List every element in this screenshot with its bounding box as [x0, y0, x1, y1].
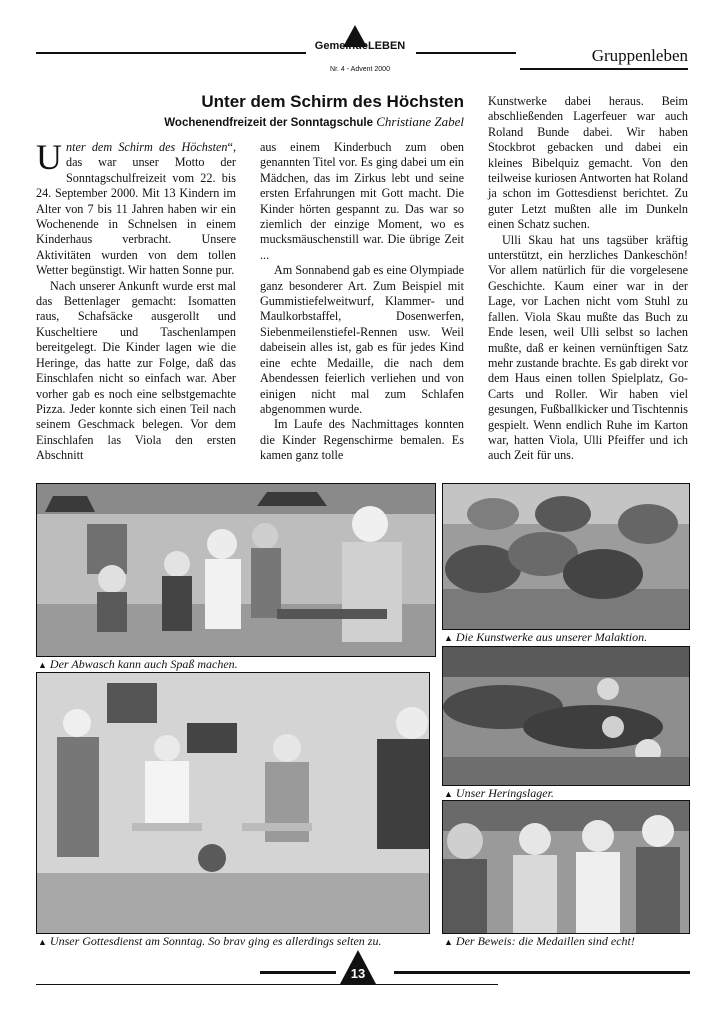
- caption-service: [38, 934, 381, 949]
- footer-rule-right: [394, 971, 690, 974]
- caption-text: Unser Heringslager.: [455, 786, 554, 800]
- caption-text: Unser Gottesdienst am Sonntag. So brav ging es allerdings selten zu.: [49, 934, 382, 948]
- caption-marker-icon: ▲: [444, 633, 453, 643]
- subtitle-text: Wochenendfreizeit der Sonntagschule: [164, 117, 374, 129]
- author: Christiane Zabel: [376, 114, 464, 129]
- section-title: Gruppenleben: [591, 46, 688, 65]
- article-column-3: [488, 94, 688, 464]
- section-underline: [520, 68, 688, 70]
- caption-marker-icon: ▲: [444, 789, 453, 799]
- article-title: Unter dem Schirm des Höchsten: [201, 92, 464, 111]
- page-number: 13: [350, 966, 366, 981]
- motto: nter dem Schirm des Höchsten: [66, 140, 228, 154]
- photo-kitchen: [36, 483, 436, 657]
- paragraph: Kunstwerke dabei heraus. Beim abschließenden Lagerfeuer war auch Roland Bunde dabei. Wir haben Stockbrot gebacken und dabei ein kleines Bibelquiz gemacht. Von den teilweise kuriosen Antworten hat Roland ja schon im Gottesdienst berichtet. Zu guter Letzt mußten alle im Dunkeln einen Schatz suchen.: [488, 94, 688, 232]
- paragraph: Im Laufe des Nachmittages konnten die Kinder Regenschirme bemalen. Es kamen ganz tolle: [260, 417, 464, 463]
- caption-text: Der Abwasch kann auch Spaß machen.: [49, 657, 238, 671]
- caption-marker-icon: ▲: [444, 937, 453, 947]
- paragraph-text: “, das war unser Motto der Sonntagschulfreizeit vom 22. bis 24. September 2000. Mit 13 Kindern im Alter von 7 bis 11 Jahren haben wir ein Wochenende in Schnelsen in einem Kinderhaus verbracht. Unsere Aktivitäten wurden von dem tollen Wetter begünstigt. Wir hatten Sonne pur.: [36, 140, 236, 278]
- paragraph: [36, 137, 236, 279]
- caption-marker-icon: ▲: [38, 937, 47, 947]
- article-column-1: [36, 137, 236, 464]
- header-rule-left: [36, 52, 306, 54]
- footer-rule-left: [260, 971, 336, 974]
- caption-medals: [444, 934, 635, 949]
- caption-umbrellas: [444, 630, 647, 645]
- caption-kitchen: [38, 657, 238, 672]
- photo-service: [36, 672, 430, 934]
- masthead: GemeindeLEBEN: [314, 40, 406, 52]
- article-subtitle: [100, 114, 464, 130]
- header-rule-right: [416, 52, 516, 54]
- issue-line: Nr. 4 - Advent 2000: [330, 66, 390, 73]
- drop-cap: U: [36, 137, 62, 177]
- caption-marker-icon: ▲: [38, 660, 47, 670]
- paragraph: Am Sonnabend gab es eine Olympiade ganz besonderer Art. Zum Beispiel mit Gummistiefelweitwurf, Klammer- und Maulkorbstaffel, Dosenwerfen, Siebenmeilenstiefel-Rennen usw. Weil dabeisein alles ist, gab es für jedes Kind eine echte Medaille, die nach dem Abendessen feierlich verliehen und von einigen nicht mal zum Schlafen abgenommen wurde.: [260, 263, 464, 416]
- paragraph: aus einem Kinderbuch zum oben genannten Titel vor. Es ging dabei um ein Mädchen, das im Zirkus lebt und seine ersten Erfahrungen mit Gott macht. Die Kinder hörten gespannt zu. Das war so ziemlich der einzige Moment, wo es mucksmäuschenstill war. Die übrige Zeit ...: [260, 140, 464, 262]
- caption-sleeping: [444, 786, 554, 801]
- footer-rule-bottom: [36, 984, 498, 985]
- photo-umbrellas: [442, 483, 690, 630]
- article-column-2: [260, 140, 464, 464]
- caption-text: Die Kunstwerke aus unserer Malaktion.: [455, 630, 648, 644]
- photo-medals: [442, 800, 690, 934]
- paragraph: Ulli Skau hat uns tagsüber kräftig unterstützt, ein herzliches Dankeschön! Vor allem natürlich für die vorgelesene Geschichte. Kaum einer war in der Lage, vor Lachen nicht vom Stuhl zu fallen. Viola Skau mußte das Buch zu Ende lesen, weil Ulli selbst so lachen mußte, daß er keinen vernünftigen Satz mehr zustande brachte. Es gab direkt vor dem Haus einen tollen Spielplatz, Go-Carts und Roller. Wir haben viel gesungen, Fußballkicker und Tischtennis gespielt. Wenn endlich Ruhe im Karton war, hatten Viola, Ulli Pfeiffer und ich auch Zeit für uns.: [488, 232, 688, 463]
- photo-sleeping: [442, 646, 690, 786]
- caption-text: Der Beweis: die Medaillen sind echt!: [455, 934, 635, 948]
- paragraph: Nach unserer Ankunft wurde erst mal das Bettenlager gemacht: Isomatten raus, Schafsäcke ausgerollt und Kuscheltiere und Taschenlampen bereitgelegt. Die Kinder lagen wie die Heringe, das hatte zur Folge, daß das Einschlafen nicht so einfach war. Aber vorher gab es noch eine selbstgemachte Pizza. Jeder konnte sich einen Teil nach seinem Geschmack belegen. Vor dem Einschlafen las Viola den ersten Abschnitt: [36, 278, 236, 463]
